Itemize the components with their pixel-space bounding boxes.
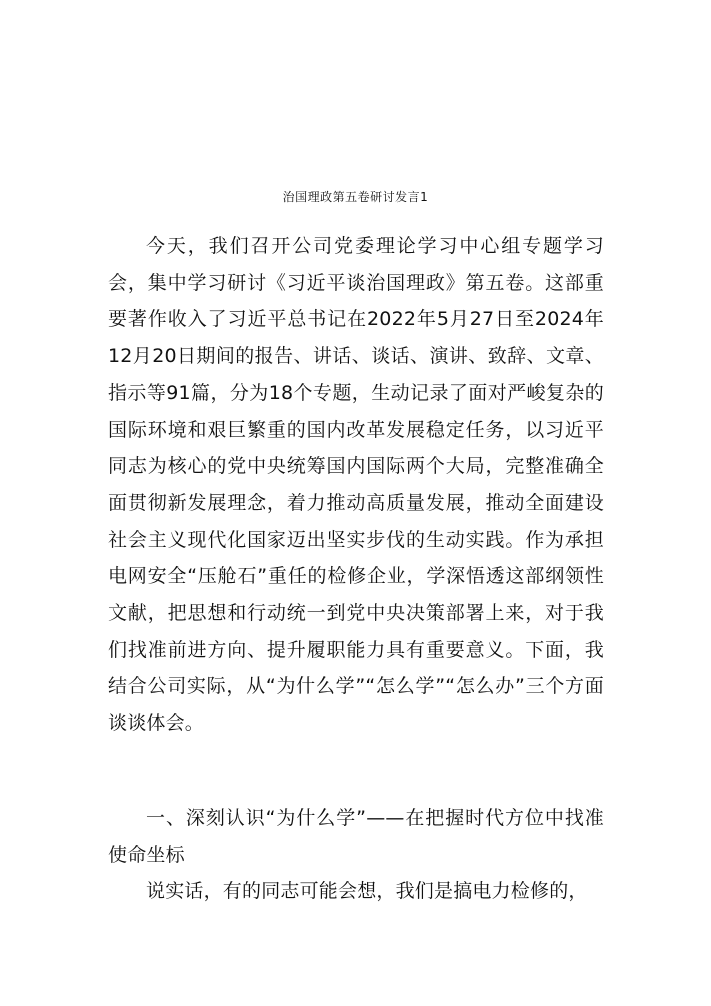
document-title: 治国理政第五卷研讨发言1 <box>282 190 429 204</box>
section-heading: 一、深刻认识“为什么学”——在把握时代方位中找准使命坐标 <box>108 807 604 866</box>
body-paragraph: 说实话，有的同志可能会想，我们是搞电力检修的， <box>146 880 588 902</box>
intro-paragraph: 今天，我们召开公司党委理论学习中心组专题学习会，集中学习研讨《习近平谈治国理政》第五卷。这部重要著作收入了习近平总书记在2022年5月27日至2024年12月20日期间的报告、讲话、谈话、演讲、致辞、文章、指示等91篇，分为18个专题，生动记录了面对严峻复杂的国际环境和艰巨繁重的国内改革发展稳定任务，以习近平同志为核心的党中央统筹国内国际两个大局，完整准确全面贯彻新发展理念，着力推动高质量发展，推动全面建设社会主义现代化国家迈出坚实步伐的生动实践。作为承担电网安全“压舱石”重任的检修企业，学深悟透这部纲领性文献，把思想和行动统一到党中央决策部署上来，对于我们找准前进方向、提升履职能力具有重要意义。下面，我结合公司实际，从“为什么学”“怎么学”“怎么办”三个方面谈谈体会。 <box>108 235 604 735</box>
